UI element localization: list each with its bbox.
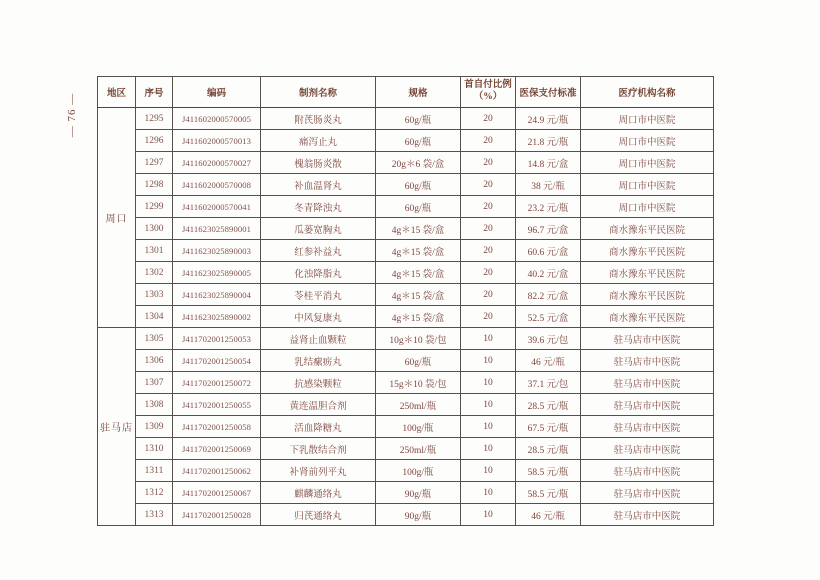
cell-spec: 4g＊15 袋/盒: [376, 306, 461, 328]
cell-payment-standard: 14.8 元/盒: [516, 152, 581, 174]
cell-self-pay-ratio: 10: [461, 504, 516, 526]
cell-institution: 驻马店市中医院: [581, 416, 714, 438]
header-ratio-line1: 首自付比例: [464, 80, 512, 91]
cell-self-pay-ratio: 10: [461, 328, 516, 350]
cell-payment-standard: 28.5 元/瓶: [516, 394, 581, 416]
cell-code: J411702001250055: [173, 394, 261, 416]
cell-code: J411623025890005: [173, 262, 261, 284]
cell-code: J411623025890004: [173, 284, 261, 306]
table-row: [98, 482, 714, 504]
cell-preparation-name: 冬青降浊丸: [261, 196, 376, 218]
table-row: [98, 372, 714, 394]
cell-self-pay-ratio: 20: [461, 108, 516, 130]
table-row: [98, 394, 714, 416]
cell-payment-standard: 58.5 元/瓶: [516, 482, 581, 504]
cell-spec: 250ml/瓶: [376, 438, 461, 460]
cell-institution: 驻马店市中医院: [581, 504, 714, 526]
cell-self-pay-ratio: 20: [461, 262, 516, 284]
cell-self-pay-ratio: 20: [461, 130, 516, 152]
cell-seq: 1305: [136, 328, 173, 350]
cell-preparation-name: 益肾止血颗粒: [261, 328, 376, 350]
cell-code: J411602000570008: [173, 174, 261, 196]
cell-institution: 商水豫东平民医院: [581, 218, 714, 240]
header-row: [98, 77, 714, 108]
cell-payment-standard: 60.6 元/盒: [516, 240, 581, 262]
cell-preparation-name: 槐翁肠炎散: [261, 152, 376, 174]
table-row: [98, 174, 714, 196]
cell-payment-standard: 96.7 元/盒: [516, 218, 581, 240]
cell-code: J411602000570027: [173, 152, 261, 174]
cell-seq: 1296: [136, 130, 173, 152]
cell-self-pay-ratio: 20: [461, 284, 516, 306]
cell-code: J411623025890003: [173, 240, 261, 262]
cell-self-pay-ratio: 10: [461, 416, 516, 438]
cell-spec: 4g＊15 袋/盒: [376, 284, 461, 306]
cell-institution: 驻马店市中医院: [581, 372, 714, 394]
cell-seq: 1302: [136, 262, 173, 284]
cell-preparation-name: 补肾前列平丸: [261, 460, 376, 482]
table-body: [98, 108, 714, 526]
cell-seq: 1308: [136, 394, 173, 416]
cell-institution: 商水豫东平民医院: [581, 284, 714, 306]
cell-seq: 1301: [136, 240, 173, 262]
cell-code: J411602000570041: [173, 196, 261, 218]
cell-seq: 1303: [136, 284, 173, 306]
cell-code: J411702001250054: [173, 350, 261, 372]
cell-seq: 1310: [136, 438, 173, 460]
cell-seq: 1298: [136, 174, 173, 196]
cell-preparation-name: 化浊降脂丸: [261, 262, 376, 284]
cell-region: 驻马店: [98, 328, 136, 526]
cell-spec: 60g/瓶: [376, 130, 461, 152]
cell-seq: 1311: [136, 460, 173, 482]
cell-code: J411602000570013: [173, 130, 261, 152]
header-spec: 规格: [376, 77, 461, 108]
cell-payment-standard: 28.5 元/瓶: [516, 438, 581, 460]
cell-payment-standard: 67.5 元/瓶: [516, 416, 581, 438]
table-row: [98, 504, 714, 526]
cell-seq: 1307: [136, 372, 173, 394]
cell-self-pay-ratio: 20: [461, 174, 516, 196]
cell-spec: 4g＊15 袋/盒: [376, 218, 461, 240]
cell-code: J411602000570005: [173, 108, 261, 130]
cell-institution: 商水豫东平民医院: [581, 306, 714, 328]
cell-preparation-name: 中风复康丸: [261, 306, 376, 328]
cell-preparation-name: 瓜蒌宽胸丸: [261, 218, 376, 240]
cell-code: J411702001250072: [173, 372, 261, 394]
cell-spec: 100g/瓶: [376, 460, 461, 482]
cell-spec: 60g/瓶: [376, 108, 461, 130]
cell-seq: 1304: [136, 306, 173, 328]
cell-code: J411702001250028: [173, 504, 261, 526]
cell-spec: 60g/瓶: [376, 350, 461, 372]
cell-code: J411702001250058: [173, 416, 261, 438]
preparations-table-wrapper: [97, 76, 714, 526]
cell-code: J411702001250067: [173, 482, 261, 504]
cell-preparation-name: 黄连温胆合剂: [261, 394, 376, 416]
cell-self-pay-ratio: 20: [461, 218, 516, 240]
cell-seq: 1309: [136, 416, 173, 438]
table-row: [98, 130, 714, 152]
table-row: [98, 460, 714, 482]
cell-institution: 商水豫东平民医院: [581, 240, 714, 262]
cell-code: J411623025890002: [173, 306, 261, 328]
cell-self-pay-ratio: 20: [461, 196, 516, 218]
cell-payment-standard: 58.5 元/瓶: [516, 460, 581, 482]
cell-preparation-name: 苓桂平消丸: [261, 284, 376, 306]
cell-code: J411623025890001: [173, 218, 261, 240]
header-region: 地区: [98, 77, 136, 108]
cell-seq: 1299: [136, 196, 173, 218]
table-row: [98, 152, 714, 174]
cell-spec: 90g/瓶: [376, 482, 461, 504]
header-org: 医疗机构名称: [581, 77, 714, 108]
page-number: — 76 —: [66, 92, 78, 138]
cell-self-pay-ratio: 20: [461, 306, 516, 328]
header-name: 制剂名称: [261, 77, 376, 108]
cell-preparation-name: 活血降糖丸: [261, 416, 376, 438]
table-row: [98, 218, 714, 240]
cell-preparation-name: 痛泻止丸: [261, 130, 376, 152]
cell-seq: 1300: [136, 218, 173, 240]
cell-payment-standard: 21.8 元/瓶: [516, 130, 581, 152]
table-row: [98, 108, 714, 130]
cell-spec: 4g＊15 袋/盒: [376, 240, 461, 262]
cell-spec: 90g/瓶: [376, 504, 461, 526]
cell-self-pay-ratio: 20: [461, 152, 516, 174]
cell-preparation-name: 麒麟通络丸: [261, 482, 376, 504]
cell-institution: 周口市中医院: [581, 196, 714, 218]
cell-payment-standard: 38 元/瓶: [516, 174, 581, 196]
cell-self-pay-ratio: 10: [461, 394, 516, 416]
header-code: 编码: [173, 77, 261, 108]
cell-payment-standard: 23.2 元/瓶: [516, 196, 581, 218]
table-row: [98, 438, 714, 460]
table-row: [98, 306, 714, 328]
cell-seq: 1306: [136, 350, 173, 372]
cell-code: J411702001250062: [173, 460, 261, 482]
cell-institution: 周口市中医院: [581, 130, 714, 152]
cell-preparation-name: 乳结瘰疬丸: [261, 350, 376, 372]
cell-spec: 15g＊10 袋/包: [376, 372, 461, 394]
cell-code: J411702001250053: [173, 328, 261, 350]
cell-preparation-name: 红参补益丸: [261, 240, 376, 262]
table-row: [98, 416, 714, 438]
cell-payment-standard: 24.9 元/瓶: [516, 108, 581, 130]
cell-seq: 1313: [136, 504, 173, 526]
cell-institution: 驻马店市中医院: [581, 438, 714, 460]
cell-preparation-name: 补血温肾丸: [261, 174, 376, 196]
cell-spec: 10g＊10 袋/包: [376, 328, 461, 350]
cell-payment-standard: 39.6 元/包: [516, 328, 581, 350]
cell-spec: 4g＊15 袋/盒: [376, 262, 461, 284]
cell-self-pay-ratio: 10: [461, 372, 516, 394]
header-standard: 医保支付标准: [516, 77, 581, 108]
cell-preparation-name: 归芪通络丸: [261, 504, 376, 526]
cell-seq: 1312: [136, 482, 173, 504]
cell-institution: 驻马店市中医院: [581, 328, 714, 350]
cell-region: 周口: [98, 108, 136, 328]
table-row: [98, 284, 714, 306]
cell-institution: 商水豫东平民医院: [581, 262, 714, 284]
cell-seq: 1297: [136, 152, 173, 174]
cell-spec: 20g＊6 袋/盒: [376, 152, 461, 174]
table-row: [98, 350, 714, 372]
table-header: [98, 77, 714, 108]
cell-institution: 驻马店市中医院: [581, 482, 714, 504]
cell-payment-standard: 52.5 元/盒: [516, 306, 581, 328]
header-seq: 序号: [136, 77, 173, 108]
cell-payment-standard: 37.1 元/包: [516, 372, 581, 394]
cell-spec: 250ml/瓶: [376, 394, 461, 416]
cell-spec: 100g/瓶: [376, 416, 461, 438]
cell-institution: 周口市中医院: [581, 108, 714, 130]
cell-institution: 周口市中医院: [581, 174, 714, 196]
cell-preparation-name: 抗感染颗粒: [261, 372, 376, 394]
cell-self-pay-ratio: 10: [461, 438, 516, 460]
cell-payment-standard: 46 元/瓶: [516, 350, 581, 372]
header-ratio: [461, 77, 516, 108]
cell-institution: 驻马店市中医院: [581, 350, 714, 372]
cell-institution: 周口市中医院: [581, 152, 714, 174]
cell-payment-standard: 40.2 元/盒: [516, 262, 581, 284]
cell-self-pay-ratio: 10: [461, 350, 516, 372]
cell-code: J411702001250069: [173, 438, 261, 460]
cell-self-pay-ratio: 10: [461, 460, 516, 482]
preparations-table: [97, 76, 714, 526]
table-row: [98, 262, 714, 284]
cell-payment-standard: 46 元/瓶: [516, 504, 581, 526]
cell-institution: 驻马店市中医院: [581, 460, 714, 482]
cell-self-pay-ratio: 10: [461, 482, 516, 504]
cell-institution: 驻马店市中医院: [581, 394, 714, 416]
cell-preparation-name: 附芪肠炎丸: [261, 108, 376, 130]
cell-seq: 1295: [136, 108, 173, 130]
cell-self-pay-ratio: 20: [461, 240, 516, 262]
cell-spec: 60g/瓶: [376, 196, 461, 218]
cell-preparation-name: 下乳散结合剂: [261, 438, 376, 460]
table-row: [98, 196, 714, 218]
table-row: [98, 240, 714, 262]
table-row: [98, 328, 714, 350]
header-ratio-line2: （%）: [473, 92, 503, 102]
cell-spec: 60g/瓶: [376, 174, 461, 196]
cell-payment-standard: 82.2 元/盒: [516, 284, 581, 306]
